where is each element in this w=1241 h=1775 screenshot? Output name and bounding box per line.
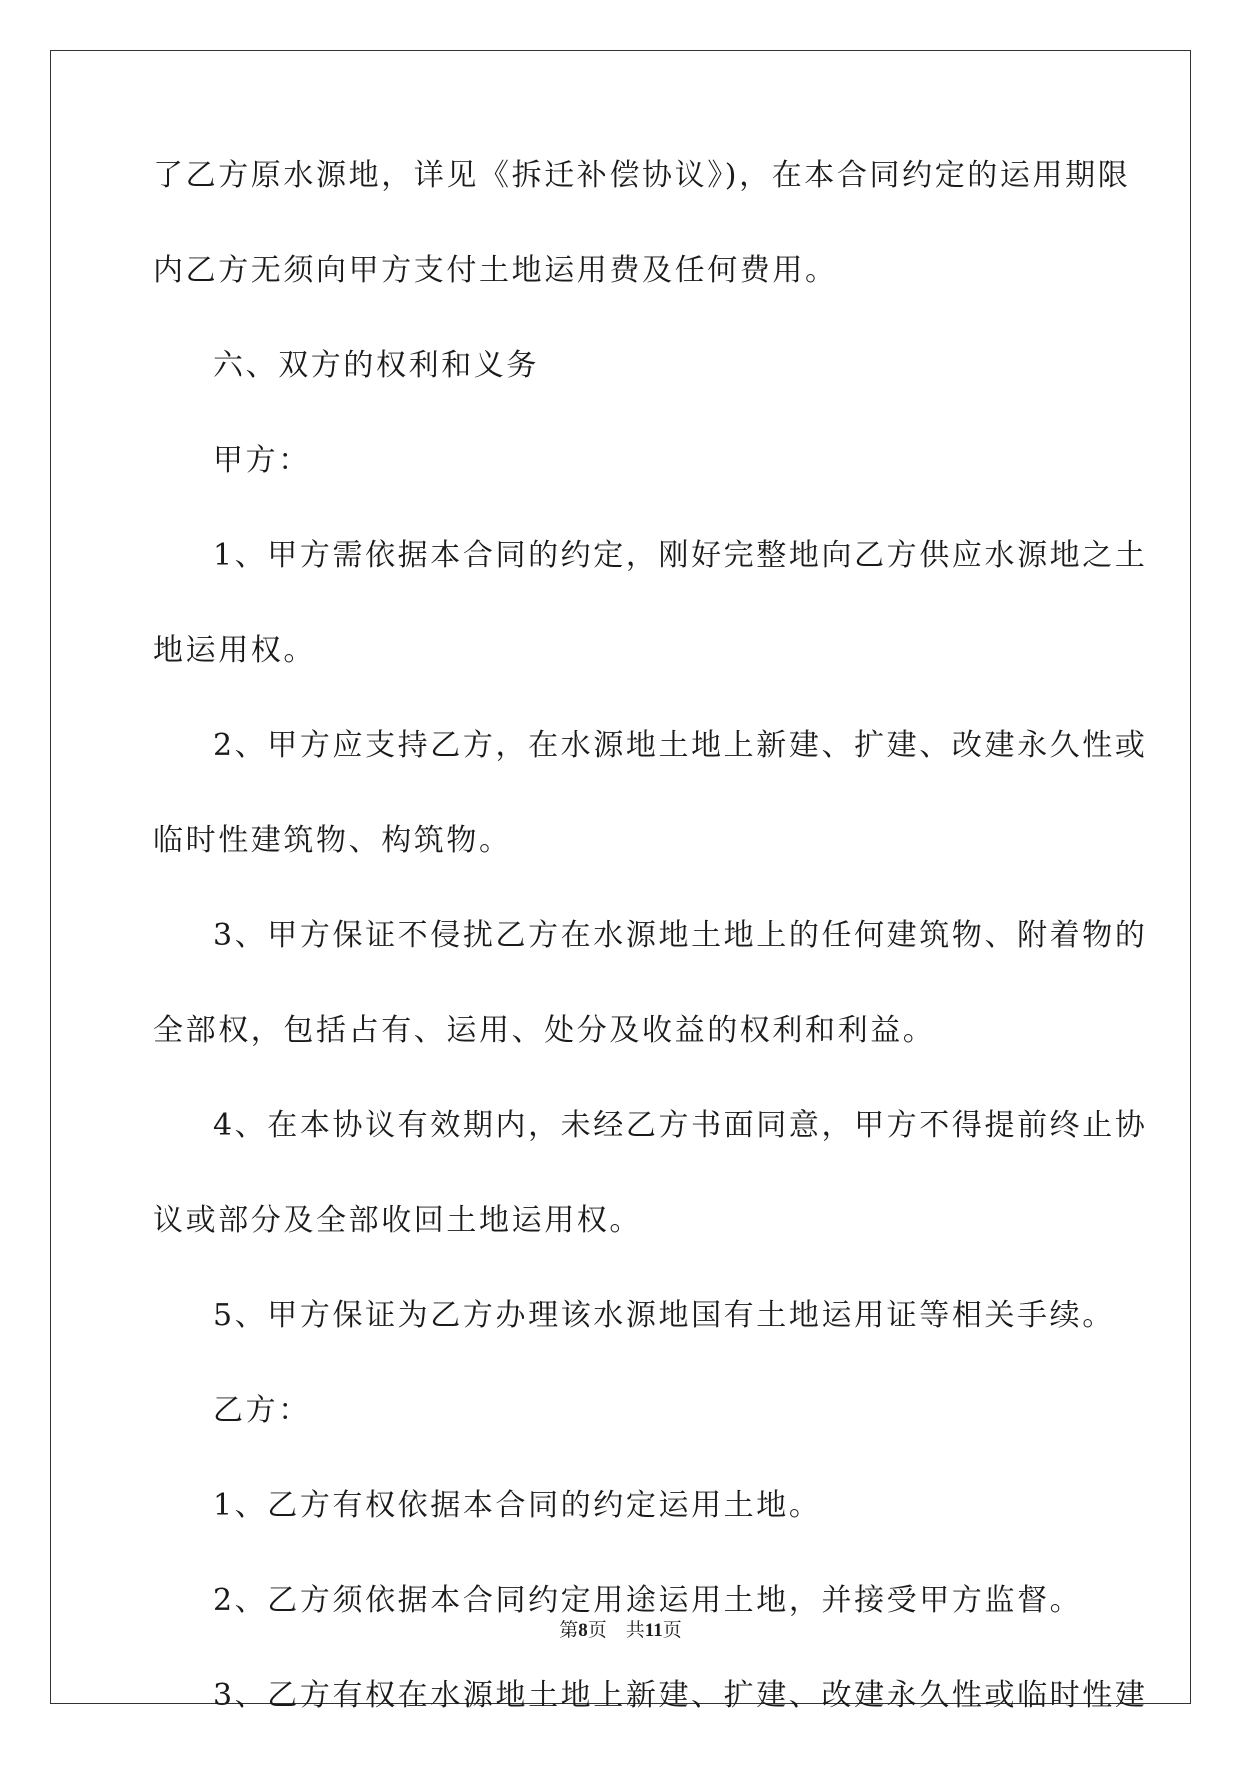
- page-label-prefix: 第: [559, 1620, 579, 1641]
- paragraph-line: 2、甲方应支持乙方，在水源地土地上新建、扩建、改建永久性或: [213, 728, 1148, 763]
- paragraph-line: 临时性建筑物、构筑物。: [153, 823, 512, 858]
- paragraph-line: 1、甲方需依据本合同的约定，刚好完整地向乙方供应水源地之土: [213, 538, 1148, 573]
- party-heading-a: 甲方：: [213, 443, 311, 478]
- party-heading-b: 乙方：: [213, 1393, 311, 1428]
- page-footer: [0, 1620, 1241, 1642]
- total-label-suffix: 页: [662, 1620, 682, 1641]
- paragraph-line: 2、乙方须依据本合同约定用途运用土地，并接受甲方监督。: [213, 1583, 1083, 1618]
- paragraph-line: 全部权，包括占有、运用、处分及收益的权利和利益。: [153, 1013, 936, 1048]
- section-heading: 六、双方的权利和义务: [213, 348, 539, 383]
- paragraph-line: 3、乙方有权在水源地土地上新建、扩建、改建永久性或临时性建: [213, 1678, 1148, 1713]
- paragraph-line: 1、乙方有权依据本合同的约定运用土地。: [213, 1488, 822, 1523]
- page-label-suffix: 页: [587, 1620, 607, 1641]
- paragraph-line: 地运用权。: [153, 633, 316, 668]
- paragraph-line: 了乙方原水源地，详见《拆迁补偿协议》)，在本合同约定的运用期限: [153, 158, 1131, 193]
- paragraph-line: 议或部分及全部收回土地运用权。: [153, 1203, 642, 1238]
- paragraph-line: 5、甲方保证为乙方办理该水源地国有土地运用证等相关手续。: [213, 1298, 1115, 1333]
- paragraph-line: 内乙方无须向甲方支付土地运用费及任何费用。: [153, 253, 838, 288]
- total-pages: 11: [644, 1620, 663, 1641]
- total-label-prefix: 共: [625, 1620, 645, 1641]
- document-body: [153, 158, 1148, 1775]
- paragraph-line: 4、在本协议有效期内，未经乙方书面同意，甲方不得提前终止协: [213, 1108, 1148, 1143]
- page-number: 8: [578, 1620, 588, 1641]
- paragraph-line: 3、甲方保证不侵扰乙方在水源地土地上的任何建筑物、附着物的: [213, 918, 1148, 953]
